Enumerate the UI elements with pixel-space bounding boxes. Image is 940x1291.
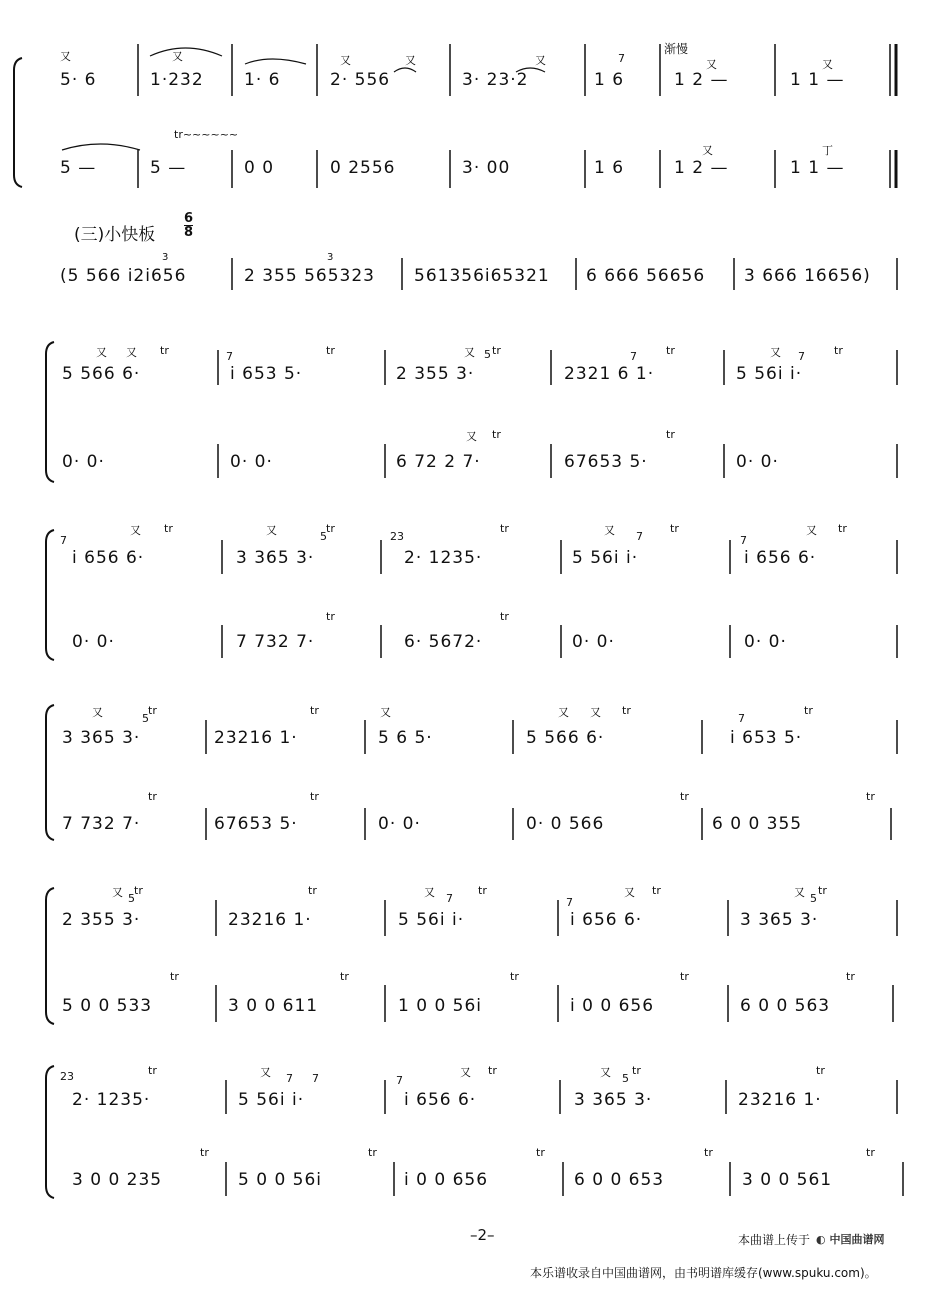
trill-mark: tr [632, 1064, 641, 1077]
section-heading: (三)小快板 [74, 225, 156, 245]
ornament-you: 又 [464, 346, 475, 359]
ornament-you: 又 [112, 886, 123, 899]
trill-mark: tr [680, 970, 689, 983]
intro-measure: (5 566 i2i656 [60, 266, 187, 286]
time-signature [184, 212, 193, 239]
trill-mark: tr [846, 970, 855, 983]
ornament-you: 又 [794, 886, 805, 899]
grace-note: 7 [312, 1072, 319, 1085]
grace-note: 23 [60, 1070, 74, 1083]
ornament-you: 又 [92, 706, 103, 719]
top-measure: 1 6 [594, 70, 625, 90]
system-barlines [206, 350, 903, 1196]
trill-mark: tr [510, 970, 519, 983]
bottom-measure: 0· 0· [572, 632, 615, 652]
trill-mark: tr [164, 522, 173, 535]
top-measure: 23216 1· [228, 910, 312, 930]
trill-mark: tr [652, 884, 661, 897]
bottom-measure: 5 — [150, 158, 187, 178]
bottom-measure: 6 72 2 7· [396, 452, 481, 472]
trill-mark: tr [834, 344, 843, 357]
top-measure: 3 365 3· [740, 910, 819, 930]
time-signature-top: 6 [184, 211, 194, 226]
bottom-measure: 5 — [60, 158, 97, 178]
grace-note: 7 [446, 892, 453, 905]
bottom-measure: i 0 0 656 [404, 1170, 489, 1190]
trill-mark: tr [326, 344, 335, 357]
trill-mark: tr [488, 1064, 497, 1077]
ornament-you: 又 [604, 524, 615, 537]
footer-notice: 本乐谱收录自中国曲谱网，由书明谱库缓存(www.spuku.com)。 [530, 1266, 877, 1280]
bottom-measure: 67653 5· [564, 452, 648, 472]
trill-mark: tr [148, 1064, 157, 1077]
bottom-measure: 0· 0· [62, 452, 105, 472]
trill-mark: tr [492, 344, 501, 357]
ornament-you: 又 [702, 144, 713, 157]
grace-note: 7 [226, 350, 233, 363]
bottom-measure: 1 1 — [790, 158, 845, 178]
bottom-measure: 7 732 7· [236, 632, 315, 652]
top-measure: i 656 6· [72, 548, 145, 568]
top-measure: 1·232 [150, 70, 204, 90]
grace-note: 7 [60, 534, 67, 547]
system-brackets [46, 342, 54, 1198]
ornament-you: 又 [60, 50, 71, 63]
tempo-direction: 渐慢 [664, 42, 689, 56]
grace-note: 5 [484, 348, 491, 361]
trill-text: tr [174, 128, 183, 141]
top-measure: 1 1 — [790, 70, 845, 90]
ornament-you: 又 [535, 54, 546, 67]
trill-mark: tr [816, 1064, 825, 1077]
trill-mark: tr [308, 884, 317, 897]
trill-mark: tr [200, 1146, 209, 1159]
grace-note: 7 [396, 1074, 403, 1087]
trill-mark: tr [622, 704, 631, 717]
top-measure: 3 365 3· [62, 728, 141, 748]
trill-mark: tr [500, 522, 509, 535]
top-measure: 5· 6 [60, 70, 97, 90]
ornament-you: 又 [424, 886, 435, 899]
ornament-you: 又 [405, 54, 416, 67]
trill-mark: tr [492, 428, 501, 441]
triplet-mark: 3 [327, 252, 334, 263]
ornament-you: 又 [624, 886, 635, 899]
grace-note: 7 [740, 534, 747, 547]
top-measure: i 656 6· [744, 548, 817, 568]
bottom-measure: 0· 0· [378, 814, 421, 834]
trill-mark: tr [310, 704, 319, 717]
top-measure: 2· 556 [330, 70, 391, 90]
trill-mark: tr [148, 790, 157, 803]
top-measure: 2 355 3· [62, 910, 141, 930]
upload-text: 本曲谱上传于 [738, 1233, 811, 1247]
bottom-measure: 3· 00 [462, 158, 511, 178]
trill-mark: tr [500, 610, 509, 623]
trill-mark: tr [536, 1146, 545, 1159]
ornament-you: 又 [822, 58, 833, 71]
grace-note: 23 [390, 530, 404, 543]
grace-note: 7 [286, 1072, 293, 1085]
system-1-bracket [14, 58, 22, 187]
ornament-ding: 丁 [822, 144, 833, 157]
top-measure: 3 365 3· [574, 1090, 653, 1110]
trill-mark: tr [866, 1146, 875, 1159]
intro-measure: 6 666 56656 [586, 266, 706, 286]
bottom-measure: 1 0 0 56i [398, 996, 483, 1016]
top-measure: 3 365 3· [236, 548, 315, 568]
ornament-you: 又 [96, 346, 107, 359]
top-measure: 1· 6 [244, 70, 281, 90]
bottom-measure: 0· 0 566 [526, 814, 605, 834]
top-measure: i 656 6· [570, 910, 643, 930]
bottom-measure: 0 0 [244, 158, 275, 178]
bottom-measure: 6 0 0 653 [574, 1170, 665, 1190]
page-number: –2– [470, 1226, 495, 1244]
trill-mark: tr [680, 790, 689, 803]
bottom-measure: 3 0 0 235 [72, 1170, 163, 1190]
grace-note: 5 [810, 892, 817, 905]
top-measure: 5 566 6· [62, 364, 141, 384]
grace-note: 7 [738, 712, 745, 725]
trill-mark: tr [160, 344, 169, 357]
trill-mark: tr [478, 884, 487, 897]
ornament-you: 又 [130, 524, 141, 537]
bottom-measure: 5 0 0 56i [238, 1170, 323, 1190]
bottom-measure: 0· 0· [736, 452, 779, 472]
grace-note: 5 [320, 530, 327, 543]
site-logo [816, 1231, 884, 1247]
top-measure: i 656 6· [404, 1090, 477, 1110]
top-measure: 23216 1· [738, 1090, 822, 1110]
ornament-you: 又 [340, 54, 351, 67]
ornament-you: 又 [172, 50, 183, 63]
ornament-you: 又 [460, 1066, 471, 1079]
bottom-measure: 6· 5672· [404, 632, 483, 652]
trill-mark: tr [704, 1146, 713, 1159]
triplet-mark: 3 [162, 252, 169, 263]
ornament-you: 又 [266, 524, 277, 537]
trill-mark: tr [666, 428, 675, 441]
trill-mark: tr [148, 704, 157, 717]
grace-note: 7 [630, 350, 637, 363]
trill-mark: tr [818, 884, 827, 897]
grace-note: 7 [566, 896, 573, 909]
trill-mark: tr [326, 610, 335, 623]
grace-note: 7 [798, 350, 805, 363]
bottom-measure: 1 2 — [674, 158, 729, 178]
grace-note: 5 [622, 1072, 629, 1085]
top-measure: 5 6 5· [378, 728, 433, 748]
bottom-measure: 0· 0· [230, 452, 273, 472]
ornament-you: 又 [770, 346, 781, 359]
grace-note: 5 [128, 892, 135, 905]
bottom-measure: 0· 0· [744, 632, 787, 652]
bottom-measure: 3 0 0 561 [742, 1170, 833, 1190]
ornament-you: 又 [706, 58, 717, 71]
bottom-measure: 1 6 [594, 158, 625, 178]
ornament-you: 又 [126, 346, 137, 359]
grace-note: 7 [636, 530, 643, 543]
top-measure: 23216 1· [214, 728, 298, 748]
top-measure: 2321 6 1· [564, 364, 655, 384]
trill-mark: tr [134, 884, 143, 897]
trill-mark: tr [866, 790, 875, 803]
slurs [62, 48, 545, 150]
bottom-measure: i 0 0 656 [570, 996, 655, 1016]
top-measure: i 653 5· [730, 728, 803, 748]
grace-note: 7 [618, 52, 625, 65]
trill-mark: tr~~~~~~ [174, 128, 239, 141]
top-measure: 2 355 3· [396, 364, 475, 384]
trill-mark: tr [326, 522, 335, 535]
bottom-measure: 6 0 0 563 [740, 996, 831, 1016]
ornament-you: 又 [600, 1066, 611, 1079]
ornament-you: 又 [806, 524, 817, 537]
trill-mark: tr [170, 970, 179, 983]
bottom-measure: 67653 5· [214, 814, 298, 834]
trill-mark: tr [666, 344, 675, 357]
top-measure: i 653 5· [230, 364, 303, 384]
ornament-you: 又 [260, 1066, 271, 1079]
top-measure: 5 56i i· [398, 910, 465, 930]
bottom-measure: 0 2556 [330, 158, 396, 178]
bottom-measure: 0· 0· [72, 632, 115, 652]
top-measure: 1 2 — [674, 70, 729, 90]
trill-mark: tr [340, 970, 349, 983]
ornament-you: 又 [590, 706, 601, 719]
top-measure: 2· 1235· [72, 1090, 151, 1110]
grace-note: 5 [142, 712, 149, 725]
bottom-measure: 5 0 0 533 [62, 996, 153, 1016]
top-measure: 2· 1235· [404, 548, 483, 568]
logo-icon: ◐ [816, 1233, 826, 1246]
time-signature-bottom: 8 [184, 225, 194, 240]
top-measure: 5 56i i· [238, 1090, 305, 1110]
trill-mark: tr [310, 790, 319, 803]
top-measure: 5 566 6· [526, 728, 605, 748]
intro-measure: 561356i65321 [414, 266, 550, 286]
trill-mark: tr [670, 522, 679, 535]
ornament-you: 又 [558, 706, 569, 719]
ornament-you: 又 [380, 706, 391, 719]
ornament-you: 又 [466, 430, 477, 443]
bottom-measure: 7 732 7· [62, 814, 141, 834]
trill-mark: tr [804, 704, 813, 717]
bottom-measure: 6 0 0 355 [712, 814, 803, 834]
bottom-measure: 3 0 0 611 [228, 996, 319, 1016]
trill-mark: tr [368, 1146, 377, 1159]
top-measure: 3· 23·2 [462, 70, 529, 90]
top-measure: 5 56i i· [736, 364, 803, 384]
logo-text: 中国曲谱网 [829, 1233, 885, 1246]
intro-measure: 3 666 16656) [744, 266, 871, 286]
trill-mark: tr [838, 522, 847, 535]
intro-measure: 2 355 565323 [244, 266, 375, 286]
top-measure: 5 56i i· [572, 548, 639, 568]
